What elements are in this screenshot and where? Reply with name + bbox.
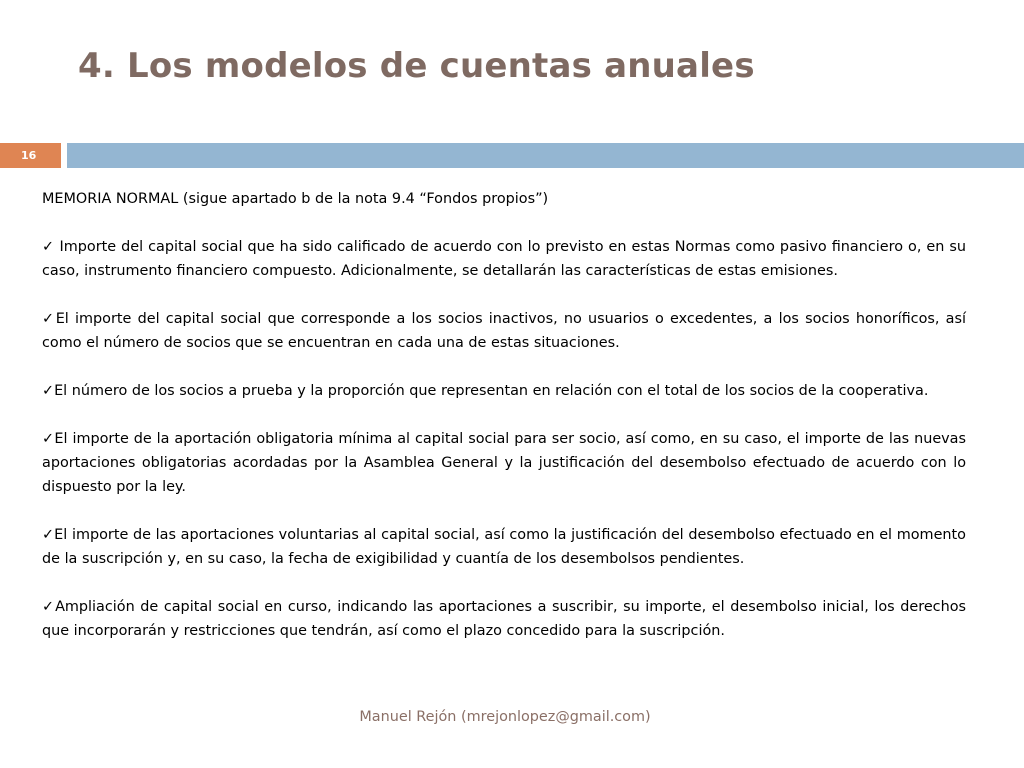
- checkmark-icon: ✓: [42, 383, 55, 399]
- bullet-item: [42, 235, 966, 283]
- checkmark-icon: ✓: [42, 239, 55, 255]
- footer-author: Manuel Rejón (mrejonlopez@gmail.com): [359, 709, 651, 725]
- checkmark-icon: ✓: [42, 311, 56, 327]
- bullet-text: El importe del capital social que corresponde a los socios inactivos, no usuarios o excedentes, a los socios honoríficos, así como el número de socios que se encuentran en cada una de estas situaciones.: [42, 311, 966, 351]
- bullet-item: [42, 307, 966, 355]
- checkmark-icon: ✓: [42, 599, 56, 615]
- slide-title: 4. Los modelos de cuentas anuales: [78, 46, 755, 86]
- header-accent-bar: [67, 143, 1024, 168]
- bullet-text: El importe de la aportación obligatoria mínima al capital social para ser socio, así como, en su caso, el importe de las nuevas aportaciones obligatorias acordadas por la Asamblea General y la justificación del desembolso efectuado de acuerdo con lo dispuesto por la ley.: [42, 431, 966, 495]
- slide-number: 16: [21, 149, 37, 162]
- checkmark-icon: ✓: [42, 431, 55, 447]
- slide-content: [42, 187, 966, 643]
- checkmark-icon: ✓: [42, 527, 55, 543]
- bullet-text: El importe de las aportaciones voluntarias al capital social, así como la justificación del desembolso efectuado en el momento de la suscripción y, en su caso, la fecha de exigibilidad y cuantía de los desembolsos pendientes.: [42, 527, 966, 567]
- section-heading: MEMORIA NORMAL (sigue apartado b de la nota 9.4 “Fondos propios”): [42, 191, 549, 207]
- bullet-item: [42, 523, 966, 571]
- bullet-text: Ampliación de capital social en curso, indicando las aportaciones a suscribir, su importe, el desembolso inicial, los derechos que incorporarán y restricciones que tendrán, así como el plazo concedido para la suscripción.: [42, 599, 967, 639]
- bullet-item: [42, 379, 966, 403]
- bullet-text: El número de los socios a prueba y la proporción que representan en relación con el total de los socios de la cooperativa.: [54, 383, 929, 399]
- bullet-text: Importe del capital social que ha sido calificado de acuerdo con lo previsto en estas Normas como pasivo financiero o, en su caso, instrumento financiero compuesto. Adicionalmente, se detallarán las características de estas emisiones.: [42, 239, 967, 279]
- slide-number-badge: [0, 143, 61, 168]
- bullet-item: [42, 595, 966, 643]
- bullet-item: [42, 427, 966, 499]
